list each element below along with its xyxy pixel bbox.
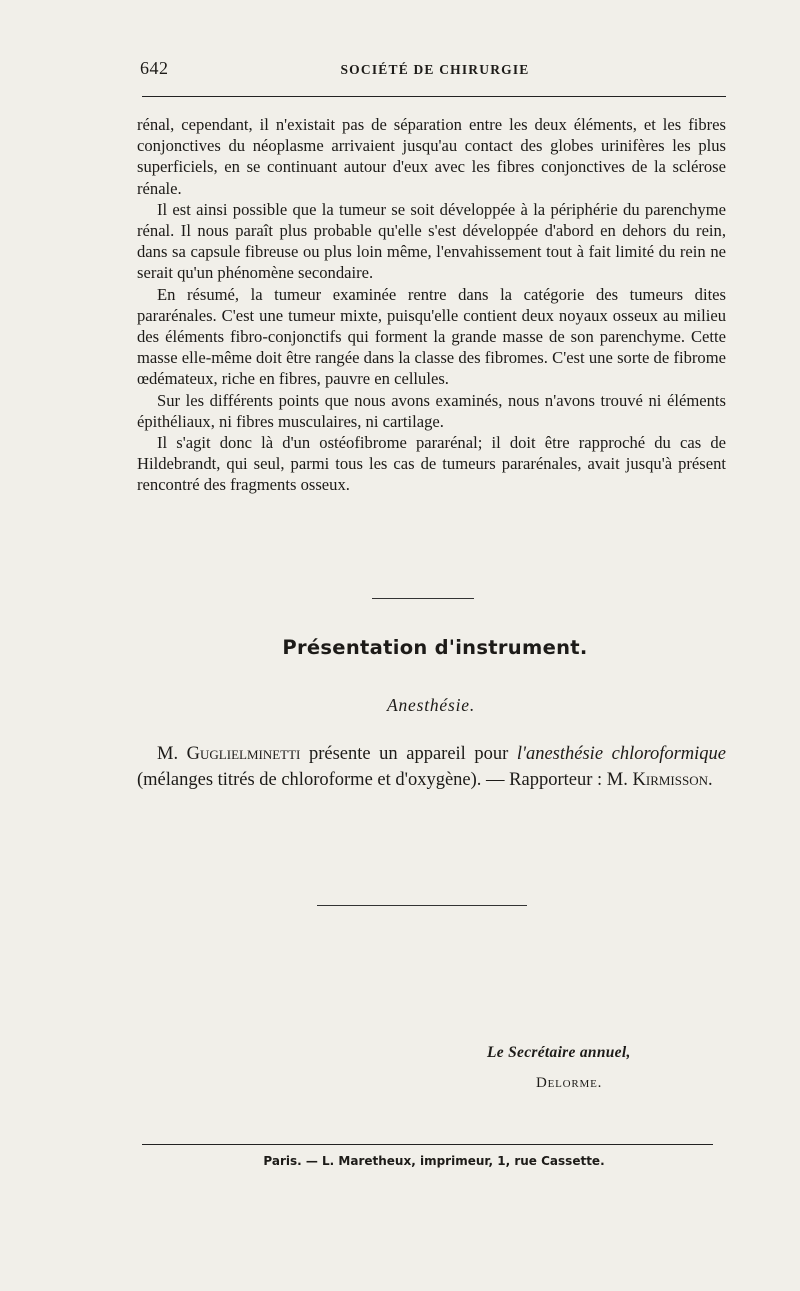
presentation-paragraph: [137, 741, 726, 793]
section-divider: [372, 598, 474, 599]
header-rule: [142, 96, 726, 97]
presentation-end: .: [708, 770, 713, 790]
instrument-purpose: l'anesthésie chloroformique: [516, 744, 727, 764]
paragraph: rénal, cependant, il n'existait pas de séparation entre les deux éléments, et les fibres conjonctives du néoplasme arrivaient jusqu'au contact des globes urinifères les plus superficiels, en se continuant autour d'eux avec les fibres conjonctives de la sclérose rénale.: [137, 115, 726, 198]
presentation-details: (mélanges titrés de chloroforme et d'oxygène). — Rapporteur : M.: [137, 770, 628, 790]
paragraph: Il est ainsi possible que la tumeur se soit développée à la périphérie du parenchyme rénal. Il nous paraît plus probable qu'elle s'est développée d'abord en dehors du rein, dans sa capsule fibreuse ou plus loin même, l'envahissement tout à fait limité du rein ne serait qu'un phénomène secondaire.: [137, 199, 726, 283]
body-text: [137, 114, 726, 496]
page-number: 642: [140, 58, 169, 78]
footer-rule: [142, 1144, 713, 1145]
presentation-text: présente un appareil pour: [308, 744, 509, 764]
presenter-prefix: M.: [157, 744, 179, 764]
section-title: Présentation d'instrument.: [282, 636, 588, 659]
printer-imprint: Paris. — L. Maretheux, imprimeur, 1, rue Cassette.: [263, 1154, 605, 1168]
closing-divider: [317, 905, 527, 906]
presenter-name: Guglielminetti: [186, 744, 301, 764]
signature-role: Le Secrétaire annuel,: [487, 1044, 631, 1061]
running-title: SOCIÉTÉ DE CHIRURGIE: [340, 62, 530, 77]
section-subtitle: Anesthésie.: [386, 695, 475, 715]
paragraph: En résumé, la tumeur examinée rentre dans la catégorie des tumeurs dites pararénales. C'est une tumeur mixte, puisqu'elle contient deux noyaux osseux au milieu des éléments fibro-conjonctifs qui forment la grande masse de son parenchyme. Cette masse elle-même doit être rangée dans la classe des fibromes. C'est une sorte de fibrome œdémateux, riche en fibres, pauvre en cellules.: [137, 284, 726, 389]
rapporteur-name: Kirmisson: [632, 770, 708, 790]
paragraph: Il s'agit donc là d'un ostéofibrome pararénal; il doit être rapproché du cas de Hildebrandt, qui seul, parmi tous les cas de tumeurs pararénales, avait jusqu'à présent rencontré des fragments osseux.: [137, 433, 726, 495]
paragraph: Sur les différents points que nous avons examinés, nous n'avons trouvé ni éléments épithéliaux, ni fibres musculaires, ni cartilage.: [137, 390, 726, 431]
signature-name: Delorme.: [536, 1075, 603, 1091]
